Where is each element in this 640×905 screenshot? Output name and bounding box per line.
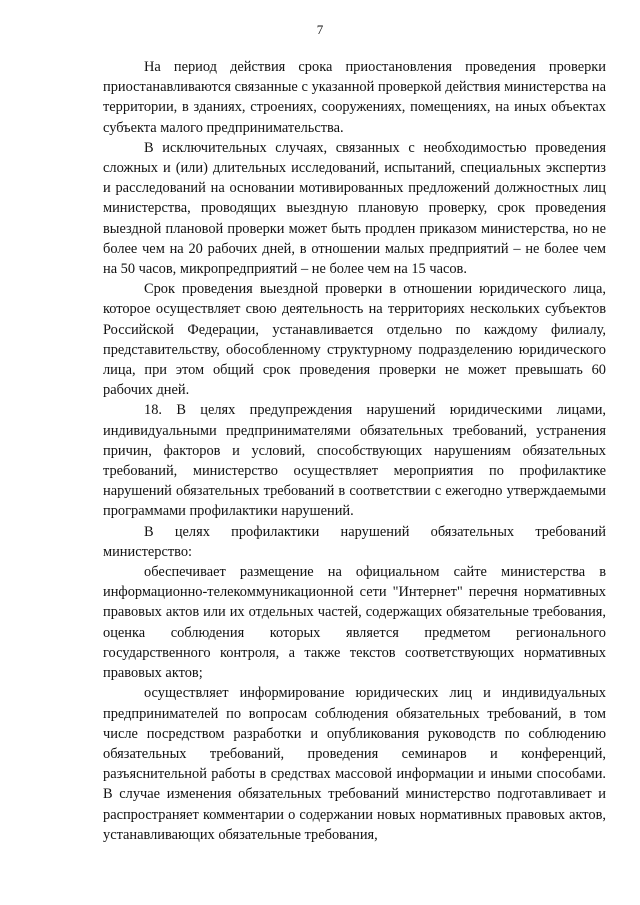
paragraph-extension: В исключительных случаях, связанных с необходимостью проведения сложных и (или) длительных исследований, испытаний, специальных экспертиз и расследований на основании мотивированных предложений должностных лиц министерства, проводящих выездную плановую проверку, срок проведения выездной плановой проверки может быть продлен приказом министерства, но не более чем на 20 рабочих дней, в отношении малых предприятий – не более чем на 50 часов, микропредприятий – не более чем на 15 часов. bbox=[103, 139, 606, 278]
page-number: 7 bbox=[316, 22, 324, 37]
paragraph-informing: осуществляет информирование юридических лиц и индивидуальных предпринимателей по вопросам соблюдения обязательных требований, в том числе посредством разработки и опубликования руководств по соблюдению обязательных требований, проведения семинаров и конференций, разъяснительной работы в средствах массовой информации и иными способами. В случае изменения обязательных требований министерство подготавливает и распространяет комментарии о содержании новых нормативных правовых актов, устанавливающих обязательные требования, bbox=[103, 685, 606, 843]
paragraph-prevention-intro: В целях профилактики нарушений обязательных требований министерство: bbox=[103, 523, 606, 560]
paragraph-multi-region-term: Срок проведения выездной проверки в отношении юридического лица, которое осуществляет свою деятельность на территориях нескольких субъектов Российской Федерации, устанавливается отдельно по каждому филиалу, представительству, обособленному структурному подразделению юридического лица, при этом общий срок проведения проверки не может превышать 60 рабочих дней. bbox=[103, 281, 606, 399]
paragraph-item-18: 18. В целях предупреждения нарушений юридическими лицами, индивидуальными предпринимателями обязательных требований, устранения причин, факторов и условий, способствующих нарушениям обязательных требований, министерство осуществляет мероприятия по профилактике нарушений обязательных требований в соответствии с ежегодно утверждаемыми программами профилактики нарушений. bbox=[103, 402, 606, 520]
document-body bbox=[103, 57, 606, 845]
paragraph-suspension: На период действия срока приостановления проведения проверки приостанавливаются связанные с указанной проверкой действия министерства на территории, в зданиях, строениях, сооружениях, помещениях, на иных объектах субъекта малого предпринимательства. bbox=[103, 59, 606, 136]
paragraph-website-publication: обеспечивает размещение на официальном сайте министерства в информационно-телекоммуникационной сети "Интернет" перечня нормативных правовых актов или их отдельных частей, содержащих обязательные требования, оценка соблюдения которых является предметом регионального государственного контроля, а также текстов соответствующих нормативных правовых актов; bbox=[103, 564, 606, 682]
